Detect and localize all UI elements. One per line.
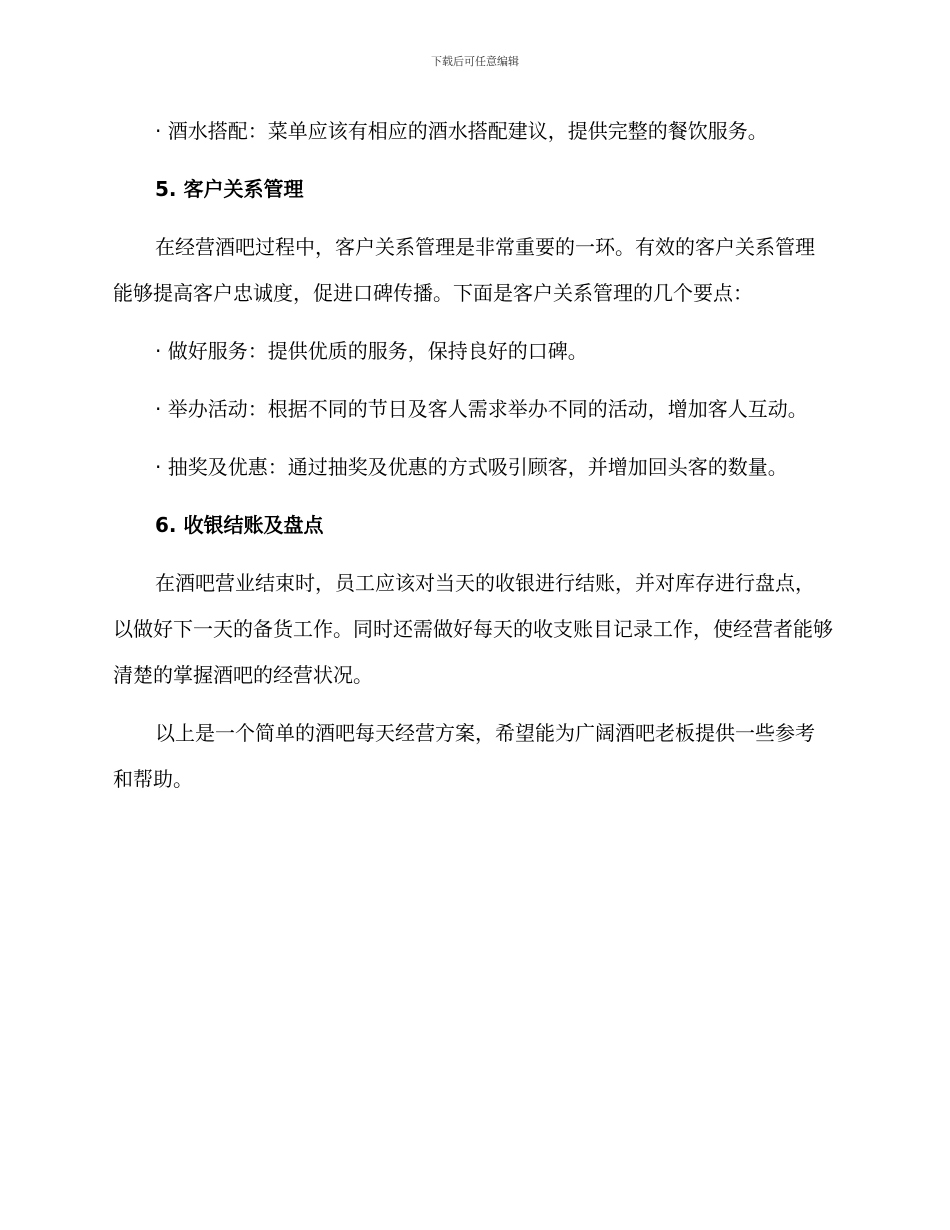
paragraph-checkout-details: 在酒吧营业结束时，员工应该对当天的收银进行结账，并对库存进行盘点，以做好下一天的备货工作。同时还需做好每天的收支账目记录工作，使经营者能够清楚的掌握酒吧的经营状况。 — [113, 571, 833, 687]
paragraph-crm-intro: 在经营酒吧过程中，客户关系管理是非常重要的一环。有效的客户关系管理能够提高客户忠诚度，促进口碑传播。下面是客户关系管理的几个要点： — [113, 235, 815, 305]
paragraph-good-service: · 做好服务：提供优质的服务，保持良好的口碑。 — [155, 339, 588, 363]
paragraph-lottery-discounts: · 抽奖及优惠：通过抽奖及优惠的方式吸引顾客，并增加回头客的数量。 — [155, 455, 788, 479]
paragraph-conclusion: 以上是一个简单的酒吧每天经营方案，希望能为广阔酒吧老板提供一些参考和帮助。 — [113, 721, 815, 791]
section-heading-checkout-inventory: 6. 收银结账及盘点 — [155, 513, 324, 537]
document-body — [113, 108, 833, 814]
paragraph-drink-pairing: · 酒水搭配：菜单应该有相应的酒水搭配建议，提供完整的餐饮服务。 — [155, 119, 768, 143]
page-header-note: 下载后可任意编辑 — [431, 55, 519, 68]
section-heading-customer-relations: 5. 客户关系管理 — [155, 177, 304, 201]
paragraph-hold-events: · 举办活动：根据不同的节日及客人需求举办不同的活动，增加客人互动。 — [155, 397, 808, 421]
